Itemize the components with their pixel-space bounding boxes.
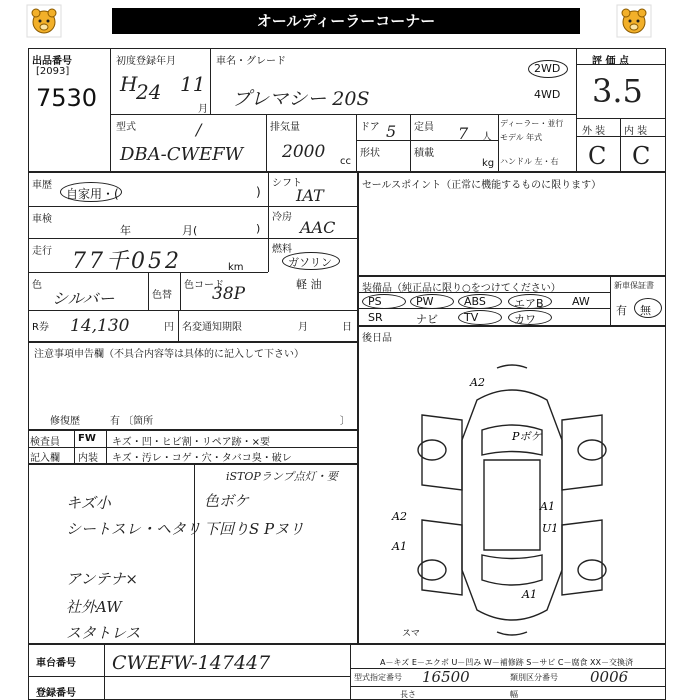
dim-label-c: 長さ [400,690,416,699]
shift-label: シフト [272,178,302,189]
capacity-label: 定員 [414,122,434,133]
equipment-circle-mark [410,294,454,309]
car-name-label: 車名・グレード [216,56,286,67]
load-label: 積載 [414,148,434,159]
damage-mark-a1-right: A1 [540,500,555,513]
shape-label: 形状 [360,148,380,159]
mileage-unit: km [228,262,244,273]
hand-note-1: キズ小 [66,494,111,512]
recycle-value: 14,130 [70,316,130,336]
name-change-day: 日 [342,322,352,333]
capacity-unit: 人 [482,132,492,143]
rear-seat-label: 後日品 [362,333,392,344]
fw-text: キズ・凹・ヒビ割・リペア跡・×要 [112,437,270,448]
first-reg-era: H [120,72,138,96]
equipment-circle-mark [362,294,406,309]
usage-value: 自家用・( [66,187,119,201]
chassis-value: CWEFW-147447 [112,652,271,674]
repair-close: 〕 [340,416,350,427]
drive-2wd: 2WD [534,62,561,75]
inspector-label: 検査員 [30,437,60,448]
fw-label: FW [78,433,96,444]
lot-number: 7530 [36,84,98,112]
color-label: 色 [32,280,42,291]
sales-points-label: セールスポイント（正常に機能するものに限ります） [362,180,602,191]
color-code-label: 色コード [184,280,224,291]
manual-no: 無 [640,304,651,317]
manual-label: 新車保証書 [614,281,654,290]
damage-mark-u1: U1 [542,522,559,535]
equipment-circle-mark [508,294,552,309]
model-mark: / [196,120,202,139]
equipment-circle-mark [458,294,502,309]
dim-label-d: 幅 [510,690,518,699]
color-replace-label: 色替 [152,290,172,301]
inspection-month-unit: 月( [182,224,198,237]
doors-value: 5 [386,122,397,141]
hand-note-5: スタトレス [66,624,141,642]
header-title: オールディーラーコーナー [112,8,580,34]
car-damage-diagram [362,360,662,640]
hand-note-4: 社外AW [66,598,122,616]
ac-value: AAC [300,218,336,237]
inspection-label: 車検 [32,214,52,225]
fuel-diesel: 軽 油 [296,278,322,291]
dim-label-a: 型式指定番号 [354,673,402,682]
mileage-label: 走行 [32,246,52,257]
equipment-circle-mark [508,310,552,325]
manual-yes: 有 [616,304,627,317]
exterior-value: C [588,142,607,170]
recycle-unit: 円 [164,322,174,333]
fuel-gasoline: ガソリン [288,256,332,269]
header [26,4,666,38]
exterior-label: 外 装 [582,126,606,137]
lot-small-code: [2093] [36,66,70,77]
equipment-item: ABS [464,295,486,308]
color-code-value: 38P [212,284,246,304]
model-label: 型式 [116,122,136,133]
shift-value: IAT [296,186,324,205]
inspection-year-unit: 年 [120,224,131,237]
interior-text: キズ・汚レ・コゲ・穴・タバコ臭・破レ [112,453,292,464]
load-unit: kg [482,158,495,169]
equipment-item: カワ [514,313,536,326]
inspection-close: ) [256,222,261,235]
hand-note-3: アンテナ× [66,570,138,588]
hand-note-2: シートスレ・ヘタリ [66,520,201,538]
chassis-label: 車台番号 [36,658,76,669]
doors-label: ドア [360,122,380,133]
name-change-label: 名変通知期限 [182,322,242,333]
registration-label: 登録番号 [36,688,76,699]
lot-label: 出品番号 [32,56,72,67]
equipment-item: AW [572,295,590,308]
equipment-item: PW [416,295,434,308]
dim-value-b: 0006 [590,668,629,686]
equipment-label: 装備品（純正品に限り○をつけてください） [362,283,561,294]
recycle-label: R券 [32,322,49,333]
name-change-month: 月 [298,322,308,333]
car-name-value: プレマシー 20S [232,88,370,110]
handwritten-notes-frame [28,464,358,644]
repair-value: 有 〔箇所 [110,416,154,427]
model-value: DBA-CWEFW [120,144,244,165]
damage-mark-sumi: スマ [402,629,420,639]
interior-label: 内 装 [624,126,648,137]
capacity-value: 7 [458,124,469,143]
ac-label: 冷房 [272,212,292,223]
usage-label: 車歴 [32,180,52,191]
color-value: シルバー [52,289,115,308]
entry-label: 記入欄 [30,453,60,464]
legend-text: A－キズ E－エクボ U－凹み W－補修跡 S－サビ C－腐食 XX－交換済 [380,658,634,667]
equipment-circle-mark [458,310,502,325]
first-reg-month-unit: 月 [198,104,208,115]
handle-label: ハンドル 左・右 [500,157,559,166]
equipment-item: ナビ [416,313,438,326]
displacement-value: 2000 [282,142,326,162]
displacement-unit: cc [340,156,351,167]
equipment-item: TV [464,311,479,324]
notes-label: 注意事項申告欄（不具合内容等は具体的に記入して下さい） [34,349,304,360]
drive-4wd: 4WD [534,88,561,101]
score-value: 3.5 [592,72,643,110]
interior-value: C [632,142,651,170]
first-reg-year: 24 [136,80,162,104]
istop-note: iSTOPランプ点灯・要 [226,470,338,483]
first-reg-label: 初度登録年月 [116,56,176,67]
usage-close: ) [256,185,261,199]
hand-note-7: 下回りS Pヌリ [204,520,305,538]
score-label: 評 価 点 [592,56,629,67]
hand-note-6: 色ボケ [204,492,250,510]
damage-mark-a1-left: A1 [392,540,407,553]
equipment-item: エアB [514,297,544,310]
dim-value-a: 16500 [422,668,470,686]
mileage-value: 77千052 [72,249,182,274]
interior-inspect-label: 内装 [78,453,98,464]
equipment-item: SR [368,311,383,324]
model-year-label: モデル 年式 [500,133,543,142]
bear-logo-icon [26,4,62,38]
first-reg-month: 11 [180,72,206,96]
repair-label: 修復歴 [50,416,80,427]
bear-logo-icon [616,4,652,38]
damage-mark-a2-front: A2 [470,376,485,389]
damage-mark-a2-left: A2 [392,510,407,523]
damage-mark-pboke: Pボケ [512,430,542,443]
equipment-item: PS [368,295,382,308]
dim-label-b: 類別区分番号 [510,673,558,682]
displacement-label: 排気量 [270,122,300,133]
dealer-label: ディーラー・並行 [500,119,564,128]
damage-mark-a1-rear: A1 [522,588,537,601]
fuel-label: 燃料 [272,244,292,255]
